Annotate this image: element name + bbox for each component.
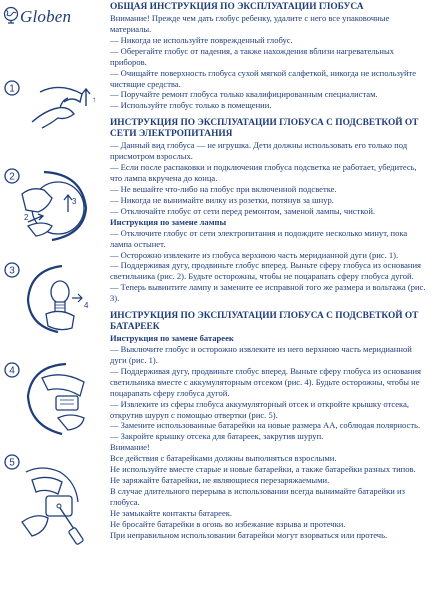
illustration-step-3 [2, 256, 102, 336]
text-line: — Никогда не используйте поврежденный глобус. [110, 34, 293, 45]
text-line: — Замените использованные батарейки на новые размера AA, соблюдая полярность. [110, 420, 421, 431]
brand-logo [3, 4, 73, 32]
section-mains-title: ИНСТРУКЦИЯ ПО ЭКСПЛУАТАЦИИ ГЛОБУСА С ПОДСВЕТКОЙ ОТ СЕТИ ЭЛЕКТРОПИТАНИЯ [110, 118, 419, 140]
text-line: — Никогда не вынимайте вилку из розетки, потянув за шнур. [110, 194, 334, 205]
warning-line: Все действия с батарейками должны выполняться взрослыми. [110, 453, 337, 464]
section-general-title: ОБЩАЯ ИНСТРУКЦИЯ ПО ЭКСПЛУАТАЦИИ ГЛОБУСА [110, 2, 364, 12]
text-line: Внимание! Прежде чем дать глобус ребенку, удалите с него все упаковочные материалы. [110, 13, 390, 34]
step-number: 1 [9, 83, 15, 95]
arrow-label: 2 [24, 213, 29, 222]
text-line: — Используйте глобус только в помещении. [110, 100, 272, 111]
warning-line: Не бросайте батарейки в огонь во избежание взрыва и протечки. [110, 518, 346, 529]
brand-name: Globen [20, 7, 72, 26]
replace-lamp-icon [2, 256, 102, 336]
arrow-label: 4 [84, 301, 89, 310]
step-number: 3 [9, 265, 15, 277]
section-battery-title: ИНСТРУКЦИЯ ПО ЭКСПЛУАТАЦИИ ГЛОБУСА С ПОДСВЕТКОЙ ОТ БАТАРЕЕК [110, 311, 419, 333]
text-line: — Отключайте глобус от сети перед ремонтом, заменой лампы, чисткой. [110, 205, 376, 216]
step-number: 5 [9, 457, 15, 469]
step-number: 2 [9, 171, 15, 183]
remove-battery-pack-icon [2, 356, 102, 436]
warning-title: Внимание! [110, 442, 150, 453]
text-line: — Закройте крышку отсека для батареек, закрутив шуруп. [110, 431, 324, 442]
warning-line: Не заряжайте батарейки, не являющиеся перезаряжаемыми. [110, 475, 330, 485]
arrow-label: ↑ [92, 95, 96, 104]
warning-line: Не замыкайте контакты батареек. [110, 507, 233, 518]
text-line: — Если после распаковки и подключения глобуса подсветка не работает, убедитесь, что лампа вкручена до конца. [110, 162, 417, 184]
text-line: — Поддерживая дугу, продвиньте глобус вперед. Выньте сферу глобуса из основания светильника (рис. 2). Будьте осторожны, чтобы не поцарапать сферу глобуса дугой. [110, 260, 421, 282]
lift-globe-arm-icon [2, 164, 102, 244]
text-line: — Осторожно извлеките из глобуса верхнюю часть меридианной дуги (рис. 1). [110, 249, 399, 260]
section-battery-body [110, 333, 430, 540]
step-number: 4 [9, 365, 15, 377]
section-general-body [110, 13, 430, 111]
arrow-label: 3 [72, 197, 77, 206]
screwdriver-battery-cover-icon [2, 452, 102, 548]
instructions-text [110, 2, 430, 540]
text-line: — Оберегайте глобус от падения, а также нахождения вблизи нагревательных приборов. [110, 45, 394, 67]
section-mains-body [110, 140, 430, 304]
text-line: — Отключите глобус от сети электропитания и подождите несколько минут, пока лампа остынет. [110, 227, 408, 249]
text-line: — Поручайте ремонт глобуса только квалифицированным специалистам. [110, 89, 378, 100]
illustration-step-5 [2, 452, 102, 548]
text-line: — Извлеките из сферы глобуса аккумуляторный отсек и откройте крышку отсека, открутив шуруп с помощью отвертки (рис. 5). [110, 398, 410, 420]
text-line: — Очищайте поверхность глобуса сухой мягкой салфеткой, никогда не используйте чистящие средства. [110, 67, 417, 89]
illustration-step-2 [2, 164, 102, 244]
text-line: — Не вешайте что-либо на глобус при включенной подсветке. [110, 184, 337, 195]
text-line: — Теперь вывинтите лампу и замените ее исправной того же размера и вольтажа (рис. 3). [110, 282, 426, 304]
warning-line: В случае длительного перерыва в использовании всегда вынимайте батарейки из глобуса. [110, 485, 405, 507]
illustration-step-1 [2, 72, 102, 130]
battery-replacement-subtitle: Инструкция по замене батареек [110, 333, 234, 344]
text-line: — Поддерживая дугу, продвиньте глобус вперед. Выньте сферу глобуса из основания светильника вместе с аккумуляторным отсеком (рис. 4). Будьте осторожны, чтобы не поцарапать сферу глобуса дугой. [110, 365, 421, 398]
text-line: — Данный вид глобуса — не игрушка. Дети должны использовать его только под присмотром взрослых. [110, 140, 408, 162]
warning-line: Не используйте вместе старые и новые батарейки, а также батарейки разных типов. [110, 464, 416, 475]
illustration-step-4 [2, 356, 102, 436]
remove-globe-arm-icon [2, 72, 102, 130]
globe-logo-icon [3, 6, 19, 24]
lamp-replacement-subtitle: Инструкция по замене лампы [110, 216, 227, 227]
text-line: — Выключите глобус и осторожно извлеките из него верхнюю часть меридианной дуги (рис. 1). [110, 344, 412, 366]
warning-line: При неправильном использовании батарейки могут взорваться или протечь. [110, 529, 388, 540]
